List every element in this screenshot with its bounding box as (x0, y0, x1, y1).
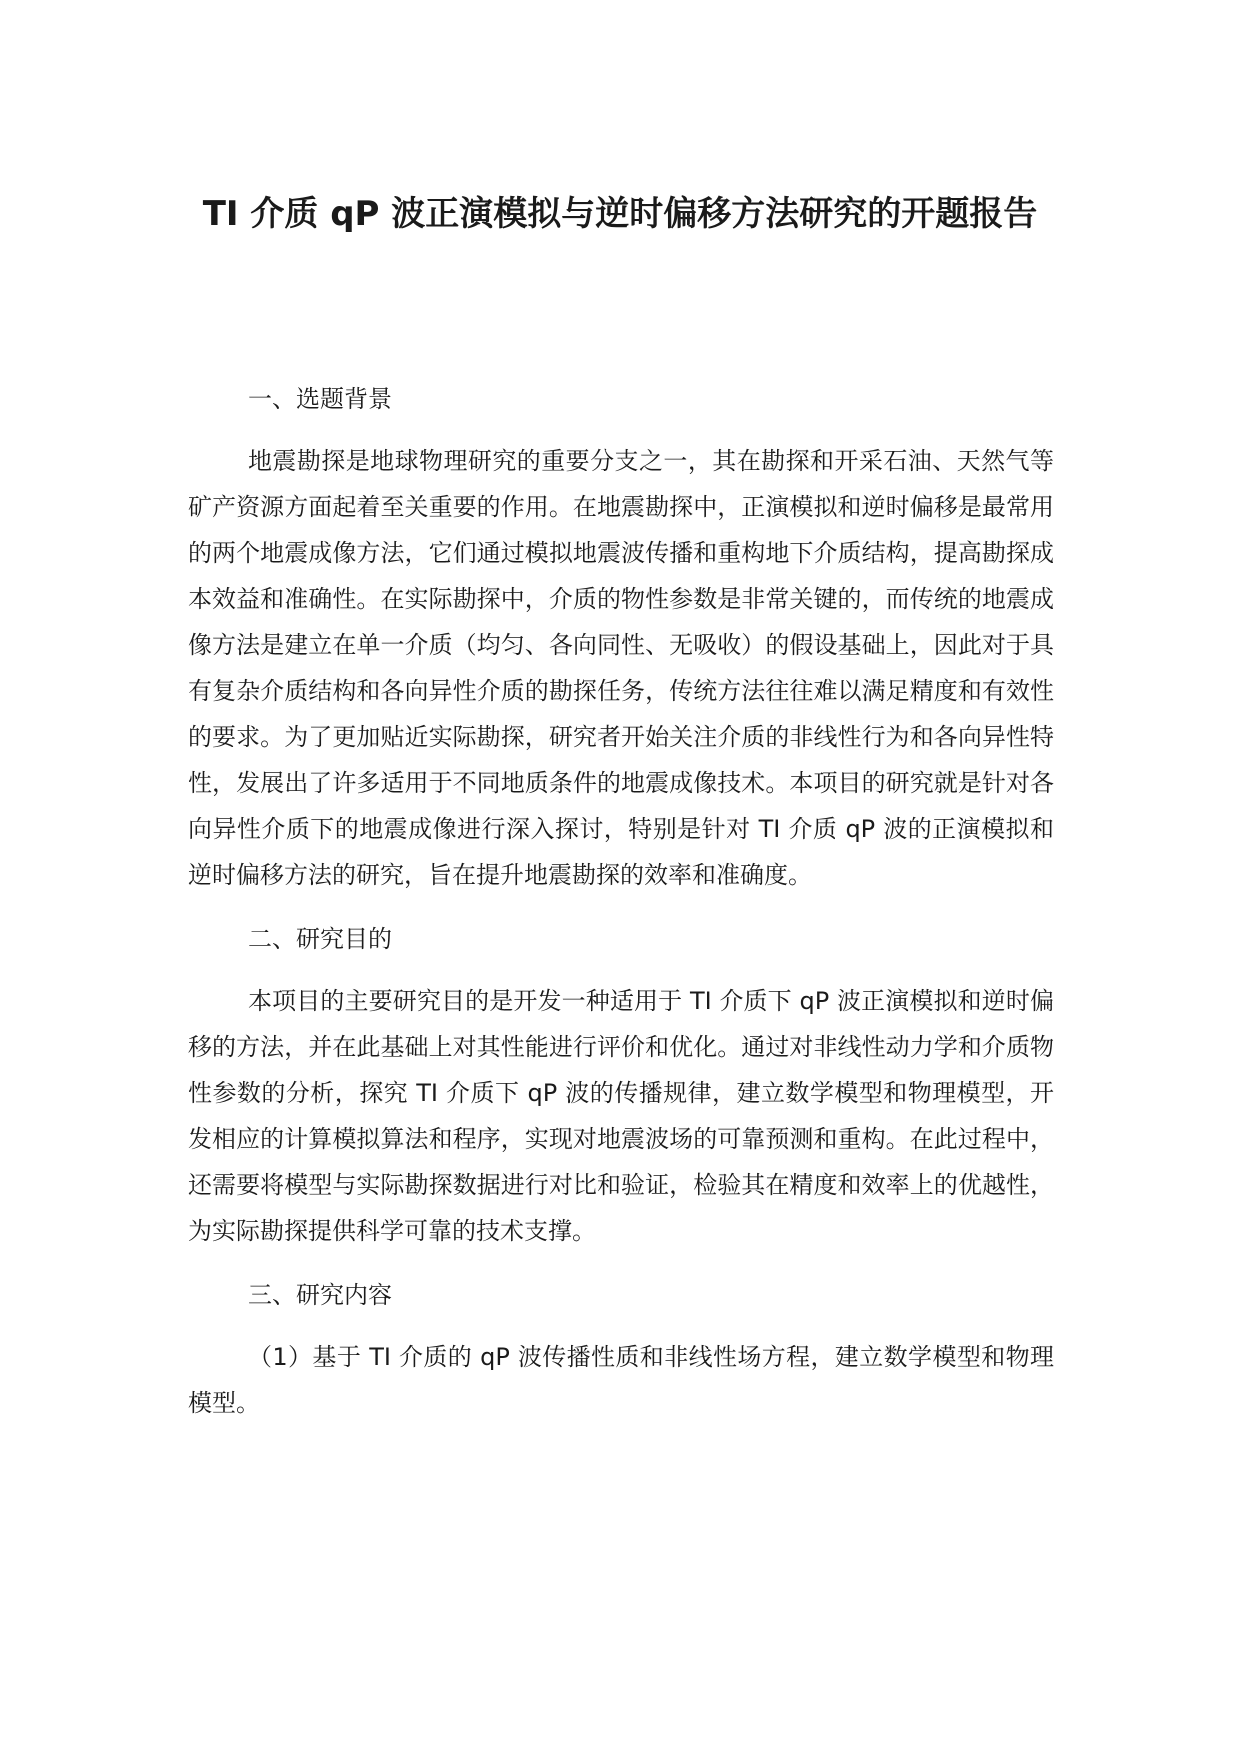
section-heading: 三、研究内容 (248, 1281, 392, 1309)
paragraph: （1）基于 TI 介质的 qP 波传播性质和非线性场方程，建立数学模型和物理模型。 (188, 1343, 1054, 1417)
paragraph: 地震勘探是地球物理研究的重要分支之一，其在勘探和开采石油、天然气等矿产资源方面起着至关重要的作用。在地震勘探中，正演模拟和逆时偏移是最常用的两个地震成像方法，它们通过模拟地震波传播和重构地下介质结构，提高勘探成本效益和准确性。在实际勘探中，介质的物性参数是非常关键的，而传统的地震成像方法是建立在单一介质（均匀、各向同性、无吸收）的假设基础上，因此对于具有复杂介质结构和各向异性介质的勘探任务，传统方法往往难以满足精度和有效性的要求。为了更加贴近实际勘探，研究者开始关注介质的非线性行为和各向异性特性，发展出了许多适用于不同地质条件的地震成像技术。本项目的研究就是针对各向异性介质下的地震成像进行深入探讨，特别是针对 TI 介质 qP 波的正演模拟和逆时偏移方法的研究，旨在提升地震勘探的效率和准确度。 (188, 447, 1054, 889)
document-title: TI 介质 qP 波正演模拟与逆时偏移方法研究的开题报告 (202, 194, 1038, 234)
document-body (188, 376, 1054, 1444)
paragraph: 本项目的主要研究目的是开发一种适用于 TI 介质下 qP 波正演模拟和逆时偏移的方法，并在此基础上对其性能进行评价和优化。通过对非线性动力学和介质物性参数的分析，探究 TI 介质下 qP 波的传播规律，建立数学模型和物理模型，开发相应的计算模拟算法和程序，实现对地震波场的可靠预测和重构。在此过程中，还需要将模型与实际勘探数据进行对比和验证，检验其在精度和效率上的优越性，为实际勘探提供科学可靠的技术支撑。 (188, 987, 1054, 1245)
section-purpose (188, 916, 1054, 1254)
section-content (188, 1272, 1054, 1426)
section-heading: 一、选题背景 (248, 385, 392, 413)
section-heading: 二、研究目的 (248, 925, 392, 953)
section-background (188, 376, 1054, 898)
